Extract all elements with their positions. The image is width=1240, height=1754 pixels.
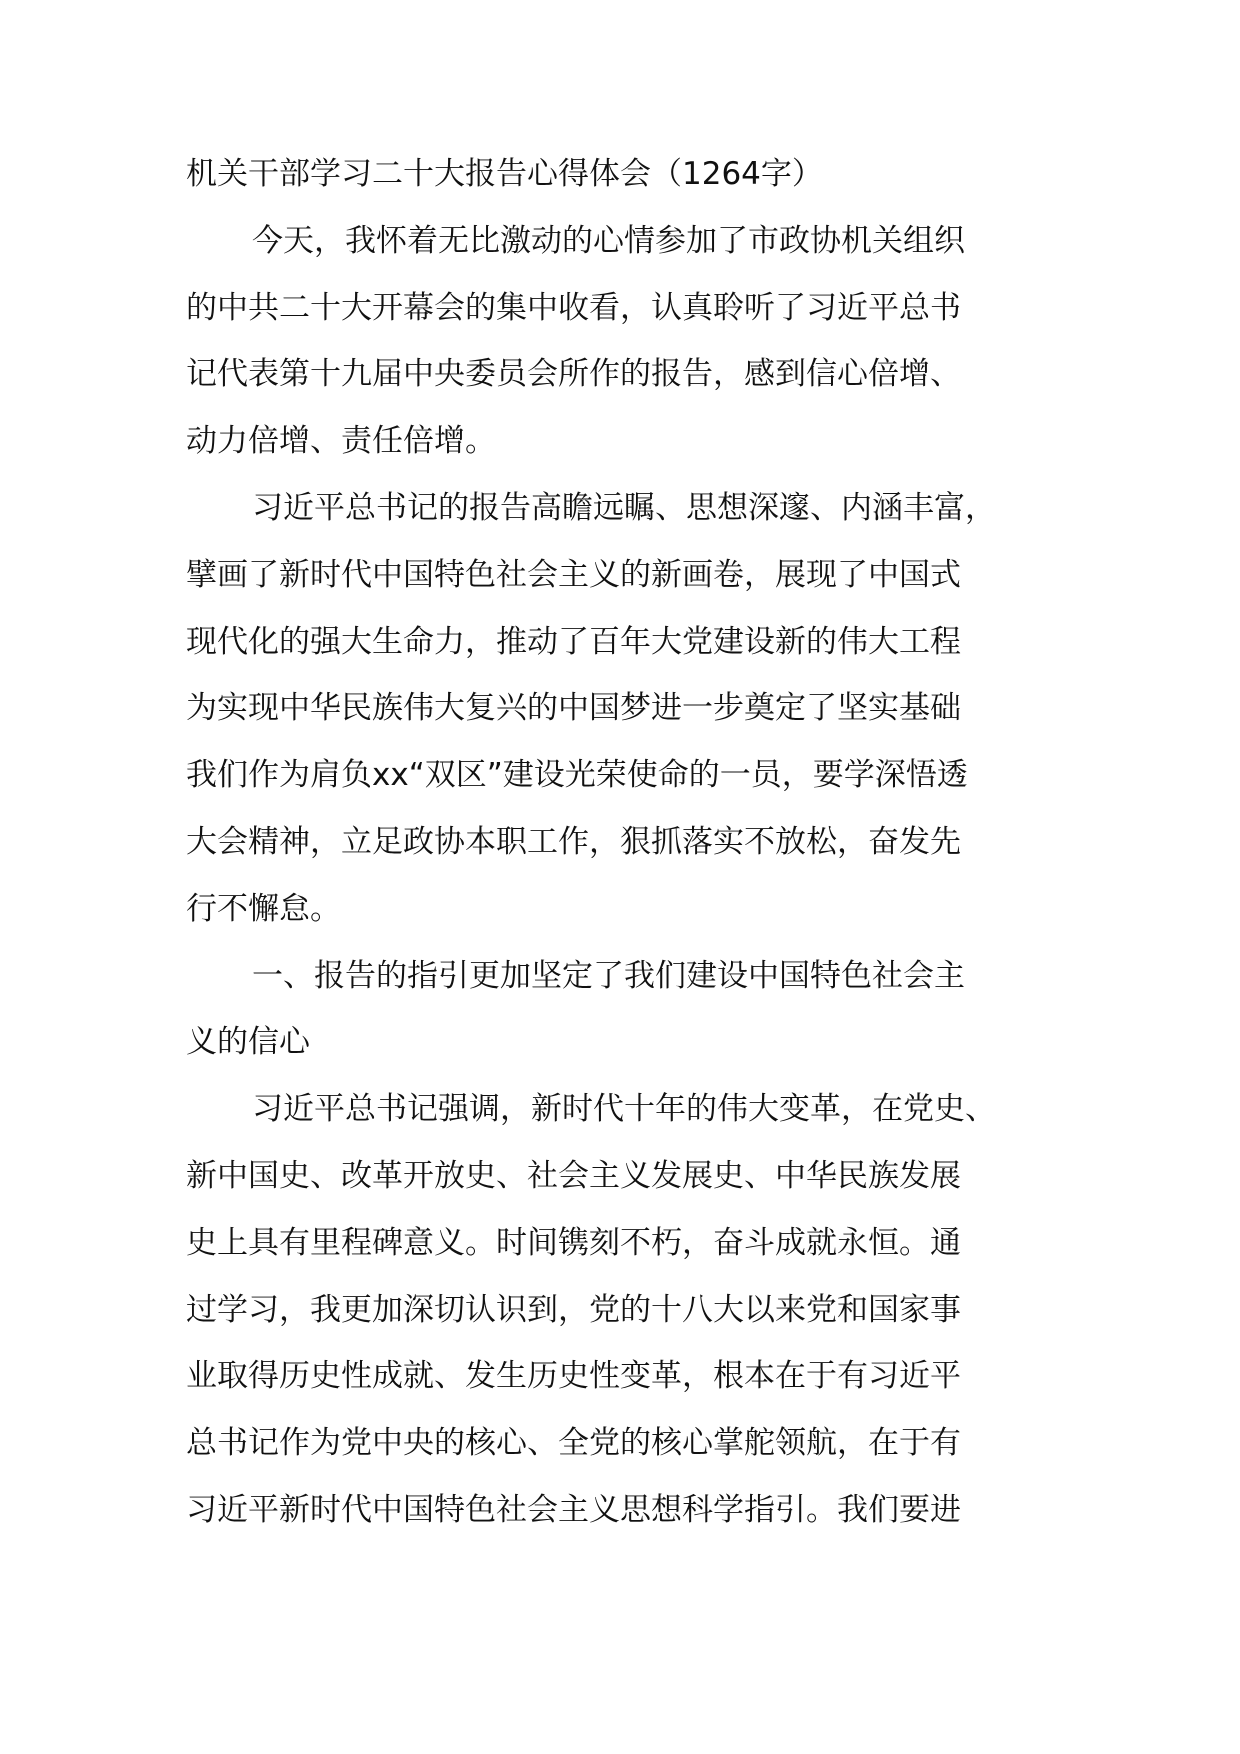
text-line: 现代化的强大生命力，推动了百年大党建设新的伟大工程	[186, 623, 961, 660]
document-title: 机关干部学习二十大报告心得体会（1264字）	[186, 156, 823, 192]
text-line: 习近平总书记的报告高瞻远瞩、思想深邃、内涵丰富，	[252, 489, 996, 526]
text-line: 擘画了新时代中国特色社会主义的新画卷，展现了中国式	[186, 556, 961, 593]
text-line: 行不懈怠。	[186, 890, 341, 927]
text-line: 我们作为肩负xx“双区”建设光荣使命的一员，要学深悟透	[186, 757, 968, 794]
section-heading: 一、报告的指引更加坚定了我们建设中国特色社会主	[252, 957, 965, 994]
text-line: 业取得历史性成就、发生历史性变革，根本在于有习近平	[186, 1358, 961, 1395]
document-body	[186, 158, 1086, 1561]
text-line: 今天，我怀着无比激动的心情参加了市政协机关组织	[252, 222, 965, 259]
text-line: 的中共二十大开幕会的集中收看，认真聆听了习近平总书	[186, 289, 961, 326]
text-line: 大会精神，立足政协本职工作，狠抓落实不放松，奋发先	[186, 823, 961, 860]
text-line: 总书记作为党中央的核心、全党的核心掌舵领航，在于有	[186, 1425, 961, 1462]
text-line: 史上具有里程碑意义。时间镌刻不朽，奋斗成就永恒。通	[186, 1224, 961, 1261]
text-line: 习近平总书记强调，新时代十年的伟大变革，在党史、	[252, 1091, 996, 1128]
text-line: 过学习，我更加深切认识到，党的十八大以来党和国家事	[186, 1291, 961, 1328]
text-line: 新中国史、改革开放史、社会主义发展史、中华民族发展	[186, 1157, 961, 1194]
text-line: 习近平新时代中国特色社会主义思想科学指引。我们要进	[186, 1491, 961, 1528]
section-heading-continued: 义的信心	[186, 1024, 310, 1061]
text-line: 记代表第十九届中央委员会所作的报告，感到信心倍增、	[186, 356, 961, 393]
text-line: 动力倍增、责任倍增。	[186, 423, 496, 460]
text-line: 为实现中华民族伟大复兴的中国梦进一步奠定了坚实基础	[186, 690, 961, 727]
